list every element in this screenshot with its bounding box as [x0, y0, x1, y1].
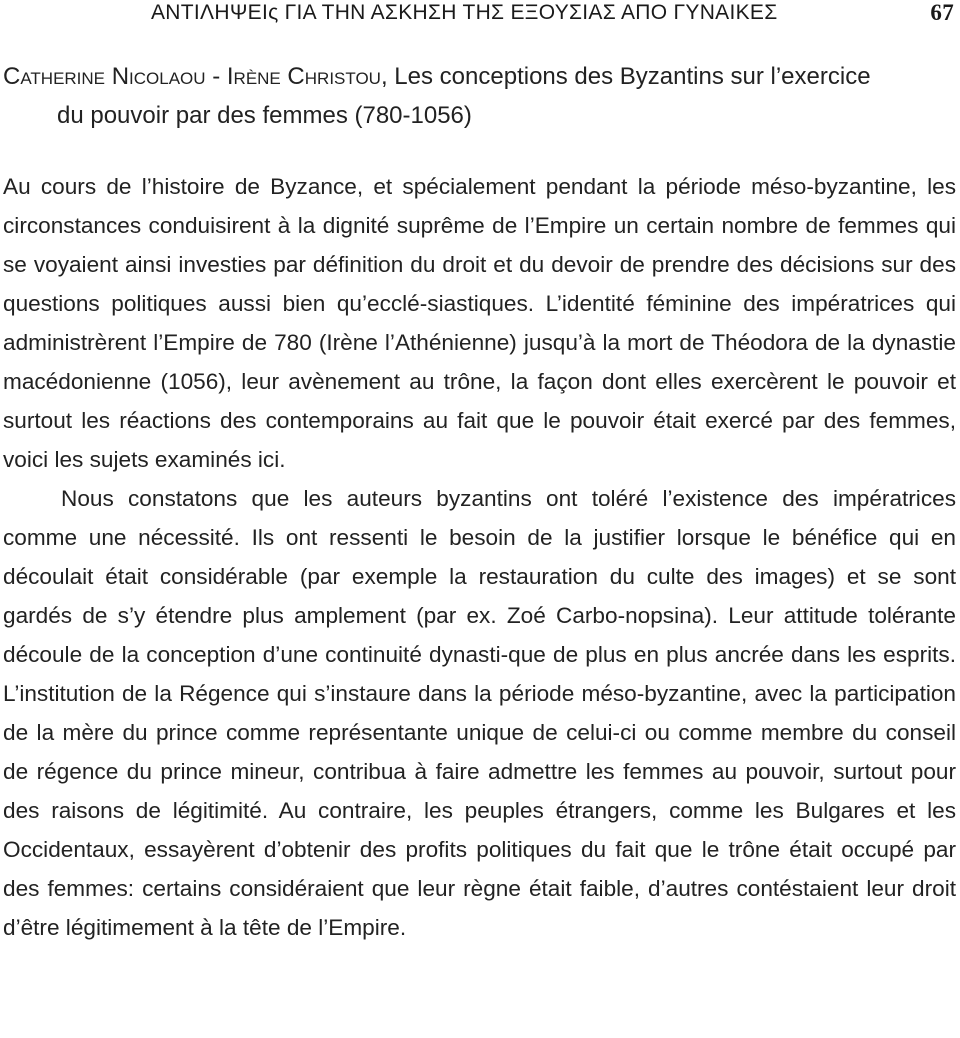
paragraph-2: Nous constatons que les auteurs byzantins ont toléré l’existence des impératrices comme une nécessité. Ils ont ressenti le besoin de la justifier lorsque le bénéfice qui en découlait était considérable (par exemple la restauration du culte des images) et se sont gardés de s’y étendre plus amplement (par ex. Zoé Carbo-nopsina). Leur attitude tolérante découle de la conception d’une continuité dynasti-que de plus en plus ancrée dans les esprits. L’institution de la Régence qui s’instaure dans la période méso-byzantine, avec la participation de la mère du prince comme représentante unique de celui-ci ou comme membre du conseil de régence du prince mineur, contribua à faire admettre les femmes au pouvoir, surtout pour des raisons de légitimité. Au contraire, les peuples étrangers, comme les Bulgares et les Occidentaux, essayèrent d’obtenir des profits politiques du fait que le trône était occupé par des femmes: certains considéraient que leur règne était faible, d’autres contéstaient leur droit d’être légitimement à la tête de l’Empire.	[3, 486, 956, 940]
article-authors: Catherine Nicolaou - Irène Christou,	[3, 63, 388, 90]
page-number: 67	[930, 0, 954, 25]
article-title-continuation: du pouvoir par des femmes (780-1056)	[57, 102, 472, 129]
article-title: Les conceptions des Byzantins sur l’exercice	[387, 63, 871, 90]
paragraph-1: Au cours de l’histoire de Byzance, et spécialement pendant la période méso-byzantine, les circonstances conduisirent à la dignité suprême de l’Empire un certain nombre de femmes qui se voyaient ainsi investies par définition du droit et du devoir de prendre des décisions sur des questions politiques aussi bien qu’ecclé-siastiques. L’identité féminine des impératrices qui administrèrent l’Empire de 780 (Irène l’Athénienne) jusqu’à la mort de Théodora de la dynastie macédonienne (1056), leur avènement au trône, la façon dont elles exercèrent le pouvoir et surtout les réactions des contemporains au fait que le pouvoir était exercé par des femmes, voici les sujets examinés ici.	[3, 174, 956, 472]
abstract-body	[3, 167, 956, 947]
running-header	[3, 1, 956, 25]
article-heading	[3, 57, 956, 135]
running-title: ΑΝΤΙΛΗΨΕΙς ΓΙΑ ΤΗΝ ΑΣΚΗΣΗ ΤΗΣ ΕΞΟΥΣΙΑΣ ΑΠΟ ΓΥΝΑΙΚΕΣ	[151, 1, 778, 24]
